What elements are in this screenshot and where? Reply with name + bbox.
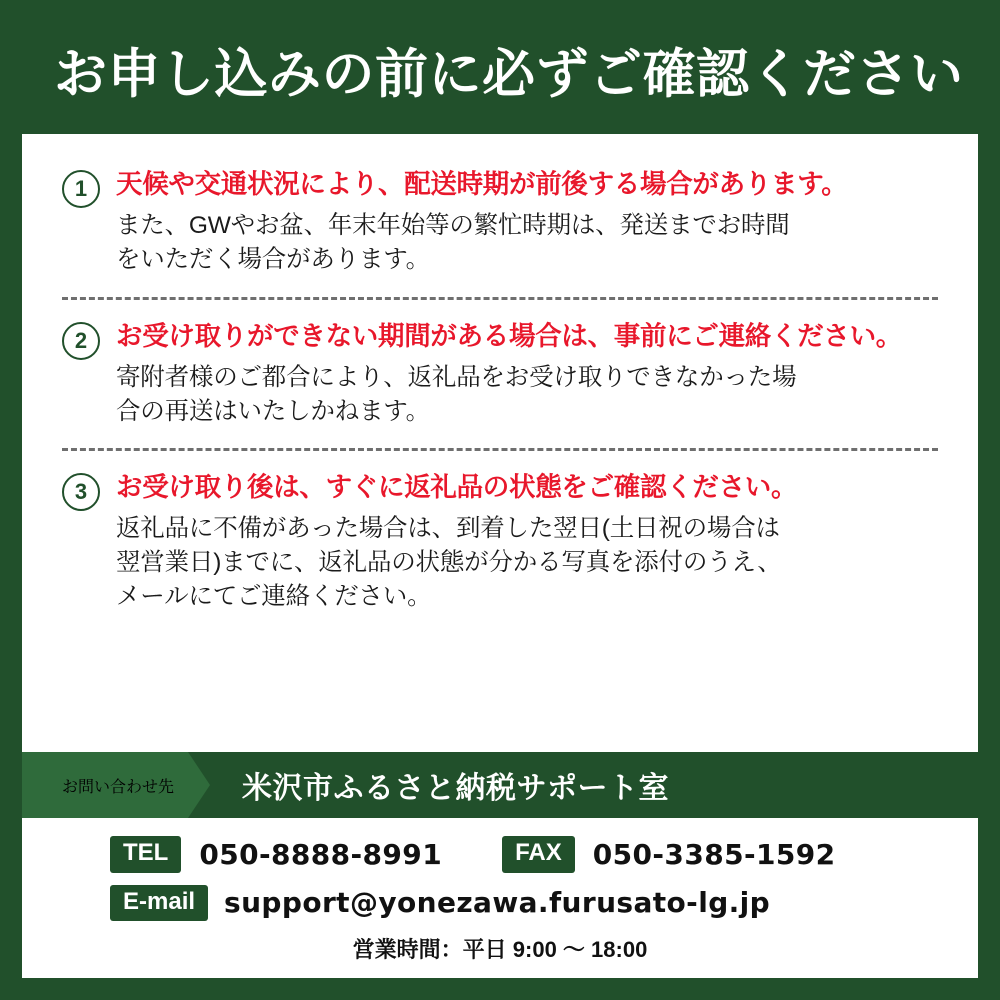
contact-tag-background (22, 752, 188, 818)
card-spacer (62, 614, 938, 753)
tel-value[interactable]: 050-8888-8991 (199, 837, 443, 871)
notice-lead-1: 天候や交通状況により、配送時期が前後する場合があります。 (116, 169, 848, 200)
contact-tag-label: お問い合わせ先 (62, 778, 175, 796)
contact-row-phone (62, 836, 938, 872)
notice-body-1-line-1: また、GWやお盆、年末年始等の繁忙時期は、発送までお時間 (116, 212, 790, 240)
notice-item-1 (62, 168, 938, 277)
business-hours: 営業時間：平日 9:00 ～ 18:00 (352, 937, 648, 962)
contact-details (62, 818, 938, 978)
fax-value: 050-3385-1592 (592, 837, 836, 871)
arrow-right-icon (188, 752, 210, 818)
notice-body-3-line-3: メールにてご連絡ください。 (116, 582, 432, 610)
page-title: お申し込みの前に必ずご確認ください (54, 45, 964, 104)
notice-body-2-line-2: 合の再送はいたしかねます。 (116, 397, 430, 425)
notice-number-2: 2 (62, 322, 100, 360)
notice-texts-2 (116, 320, 938, 429)
notice-item-3 (62, 471, 938, 613)
notice-body-3 (116, 512, 938, 613)
notice-texts-1 (116, 168, 938, 277)
email-value[interactable]: support@yonezawa.furusato-lg.jp (224, 886, 771, 920)
notice-number-3: 3 (62, 473, 100, 511)
notice-texts-3 (116, 471, 938, 613)
contact-band (22, 752, 978, 818)
email-label: E-mail (110, 885, 208, 921)
notice-lead-2: お受け取りができない期間がある場合は、事前にご連絡ください。 (116, 320, 902, 351)
notice-body-2 (116, 361, 938, 429)
notice-body-3-line-1: 返礼品に不備があった場合は、到着した翌日(土日祝の場合は (116, 515, 780, 543)
fax-group (502, 836, 835, 872)
notice-lead-3: お受け取り後は、すぐに返礼品の状態をご確認ください。 (116, 472, 798, 503)
notice-body-1 (116, 209, 938, 277)
divider-2 (62, 448, 938, 451)
notice-card (22, 134, 978, 978)
notice-number-1: 1 (62, 170, 100, 208)
contact-row-email (62, 885, 938, 921)
notice-body-3-line-2: 翌営業日)までに、返礼品の状態が分かる写真を添付のうえ、 (116, 549, 782, 576)
fax-label: FAX (502, 836, 575, 872)
notice-item-2 (62, 320, 938, 429)
notice-body-2-line-1: 寄附者様のご都合により、返礼品をお受け取りできなかった場 (116, 363, 797, 391)
tel-label: TEL (110, 836, 181, 872)
divider-1 (62, 297, 938, 300)
notice-body-1-line-2: をいただく場合があります。 (116, 246, 430, 273)
contact-department-name: 米沢市ふるさと納税サポート室 (242, 772, 670, 806)
